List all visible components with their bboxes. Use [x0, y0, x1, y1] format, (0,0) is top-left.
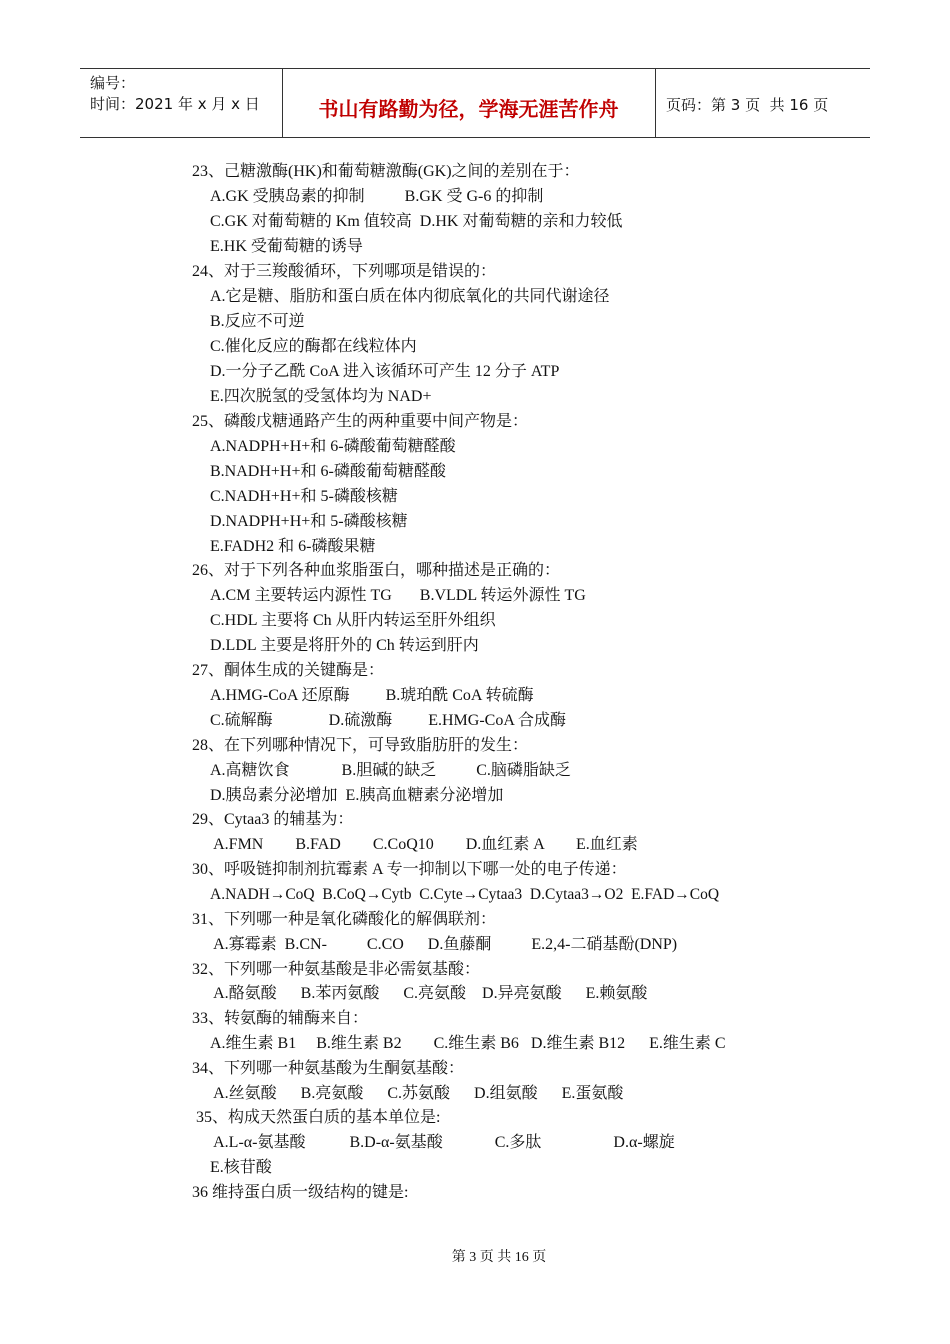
option-line: A.它是糖、脂肪和蛋白质在体内彻底氧化的共同代谢途径: [210, 288, 610, 305]
option-line: A.维生素 B1 B.维生素 B2 C.维生素 B6 D.维生素 B12 E.维生素 C: [210, 1035, 726, 1052]
option-line: C.GK 对葡萄糖的 Km 值较高 D.HK 对葡萄糖的亲和力较低: [210, 213, 623, 230]
header-motto: 书山有路勤为径，学海无涯苦作舟: [318, 97, 619, 121]
question-text: 34、下列哪一种氨基酸为生酮氨基酸：: [192, 1060, 465, 1077]
option-line: E.FADH2 和 6-磷酸果糖: [210, 538, 376, 555]
question-text: 23、己糖激酶(HK)和葡萄糖激酶(GK)之间的差别在于：: [192, 163, 580, 180]
option-line: A.GK 受胰岛素的抑制 B.GK 受 G-6 的抑制: [210, 188, 544, 205]
question-text: 24、对于三羧酸循环，下列哪项是错误的：: [192, 263, 497, 280]
option-line: A.高糖饮食 B.胆碱的缺乏 C.脑磷脂缺乏: [210, 762, 571, 779]
option-line: C.HDL 主要将 Ch 从肝内转运至肝外组织: [210, 612, 496, 629]
option-line: B.NADH+H+和 6-磷酸葡萄糖醛酸: [210, 463, 446, 480]
option-line: D.NADPH+H+和 5-磷酸核糖: [210, 513, 408, 530]
page-header: [80, 68, 870, 138]
option-line: A.NADPH+H+和 6-磷酸葡萄糖醛酸: [210, 438, 456, 455]
option-line: E.HK 受葡萄糖的诱导: [210, 238, 363, 255]
header-page-cell: [656, 69, 870, 137]
question-text: 30、呼吸链抑制剂抗霉素 A 专一抑制以下哪一处的电子传递：: [192, 861, 627, 878]
option-line: C.NADH+H+和 5-磷酸核糖: [210, 488, 398, 505]
question-text: 28、在下列哪种情况下，可导致脂肪肝的发生：: [192, 737, 529, 754]
header-motto-cell: [282, 69, 656, 137]
option-line: A.FMN B.FAD C.CoQ10 D.血红素 A E.血红素: [210, 836, 638, 853]
option-line: E.核苷酸: [210, 1159, 272, 1176]
question-text: 27、酮体生成的关键酶是：: [192, 662, 385, 679]
question-text: 36 维持蛋白质一级结构的键是:: [192, 1184, 409, 1201]
option-line: A.CM 主要转运内源性 TG B.VLDL 转运外源性 TG: [210, 587, 586, 604]
option-line: D.胰岛素分泌增加 E.胰高血糖素分泌增加: [210, 787, 504, 804]
document-date-label: 时间：2021 年 x 月 x 日: [90, 95, 260, 113]
header-page-info: 页码：第 3 页 共 16 页: [666, 96, 829, 114]
page-footer: 第 3 页 共 16 页: [451, 1250, 547, 1265]
option-line: C.催化反应的酶都在线粒体内: [210, 338, 417, 355]
question-text: 32、下列哪一种氨基酸是非必需氨基酸：: [192, 961, 481, 978]
option-line: A.L-α-氨基酸 B.D-α-氨基酸 C.多肽 D.α-螺旋: [210, 1134, 675, 1151]
option-line: A.丝氨酸 B.亮氨酸 C.苏氨酸 D.组氨酸 E.蛋氨酸: [210, 1085, 624, 1102]
question-text: 25、磷酸戊糖通路产生的两种重要中间产物是：: [192, 413, 529, 430]
option-line: A.NADH→CoQ B.CoQ→Cytb C.Cyte→Cytaa3 D.Cytaa3→O2 E.FAD→CoQ: [210, 886, 720, 903]
question-text: 29、Cytaa3 的辅基为：: [192, 811, 354, 828]
question-text: 35、构成天然蛋白质的基本单位是:: [192, 1109, 441, 1126]
document-number-label: 编号：: [90, 74, 136, 92]
option-line: C.硫解酶 D.硫激酶 E.HMG-CoA 合成酶: [210, 712, 567, 729]
option-line: E.四次脱氢的受氢体均为 NAD+: [210, 388, 432, 405]
option-line: A.HMG-CoA 还原酶 B.琥珀酰 CoA 转硫酶: [210, 687, 534, 704]
option-line: B.反应不可逆: [210, 313, 305, 330]
question-text: 31、下列哪一种是氧化磷酸化的解偶联剂：: [192, 911, 497, 928]
option-line: D.一分子乙酰 CoA 进入该循环可产生 12 分子 ATP: [210, 363, 560, 380]
option-line: A.酪氨酸 B.苯丙氨酸 C.亮氨酸 D.异亮氨酸 E.赖氨酸: [210, 985, 648, 1002]
header-info-cell: [80, 69, 283, 137]
option-line: A.寡霉素 B.CN- C.CO D.鱼藤酮 E.2,4-二硝基酚(DNP): [210, 936, 678, 953]
question-text: 26、对于下列各种血浆脂蛋白，哪种描述是正确的：: [192, 562, 561, 579]
option-line: D.LDL 主要是将肝外的 Ch 转运到肝内: [210, 637, 479, 654]
question-text: 33、转氨酶的辅酶来自：: [192, 1010, 369, 1027]
